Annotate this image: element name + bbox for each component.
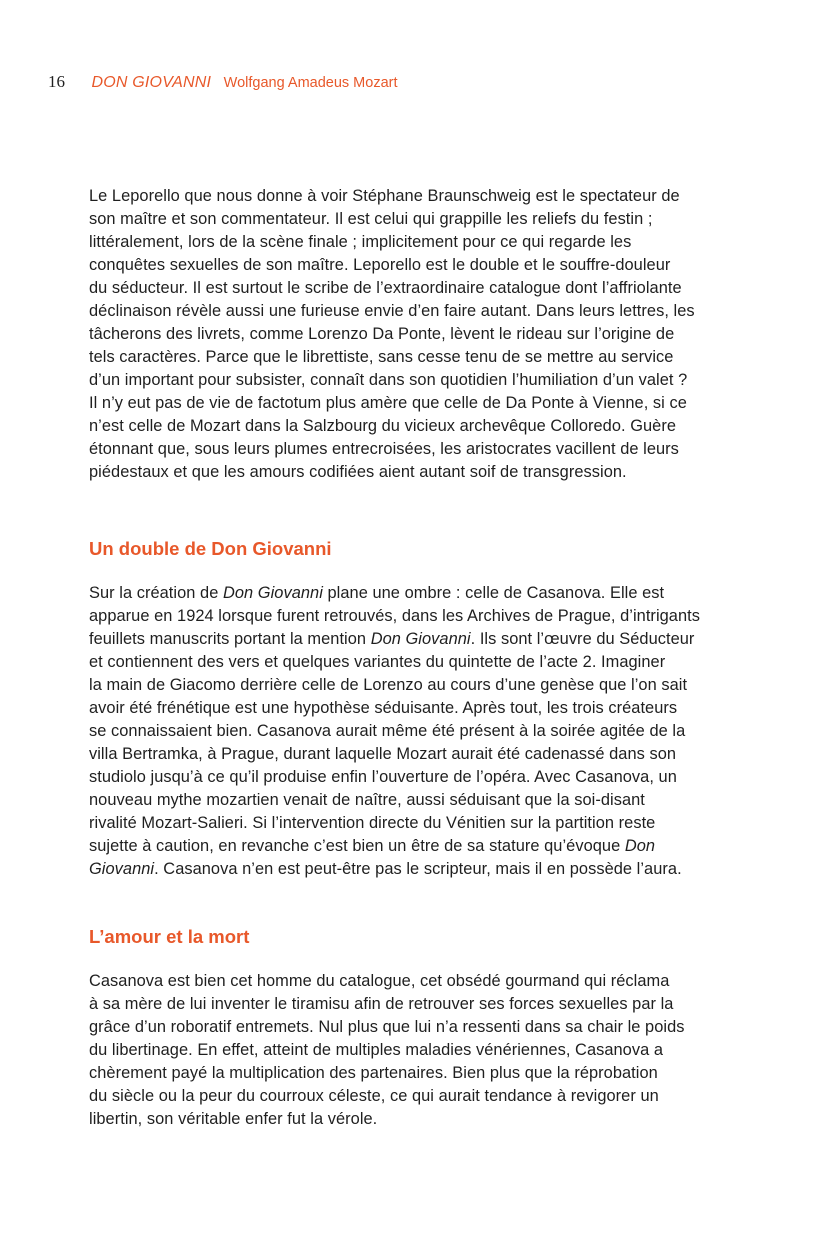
text-line: grâce d’un roboratif entremets. Nul plus que lui n’a ressenti dans sa chair le poids <box>89 1018 685 1036</box>
text-run: . Ils sont l’œuvre du Séducteur <box>470 630 695 648</box>
text-run: feuillets manuscrits portant la mention <box>89 630 371 648</box>
text-line: littéralement, lors de la scène finale ; implicitement pour ce qui regarde les <box>89 233 632 251</box>
section-paragraph-double <box>89 582 741 881</box>
text-line: villa Bertramka, à Prague, durant laquelle Mozart aurait été cadenassé dans son <box>89 745 677 763</box>
work-title: Don <box>624 837 656 855</box>
text-line: la main de Giacomo derrière celle de Lorenzo au cours d’une genèse que l’on sait <box>89 676 688 694</box>
text-line: n’est celle de Mozart dans la Salzbourg du vicieux archevêque Colloredo. Guère <box>89 417 677 435</box>
work-title: Don Giovanni <box>370 630 471 648</box>
text-line: Le Leporello que nous donne à voir Stéphane Braunschweig est le spectateur de <box>89 187 680 205</box>
text-line: nouveau mythe mozartien venait de naître, aussi séduisant que la soi-disant <box>89 791 645 809</box>
page-number: 16 <box>48 72 65 91</box>
text-line: se connaissaient bien. Casanova aurait même été présent à la soirée agitée de la <box>89 722 686 740</box>
section-heading-amour: L’amour et la mort <box>89 926 250 947</box>
text-line: libertin, son véritable enfer fut la vérole. <box>89 1110 378 1128</box>
text-line: du siècle ou la peur du courroux céleste, ce qui aurait tendance à revigorer un <box>89 1087 659 1105</box>
text-line <box>89 628 741 651</box>
text-line: rivalité Mozart-Salieri. Si l’intervention directe du Vénitien sur la partition reste <box>89 814 656 832</box>
text-run: sujette à caution, en revanche c’est bien un être de sa stature qu’évoque <box>89 837 625 855</box>
running-header <box>48 72 398 93</box>
text-line: studiolo jusqu’à ce qu’il produise enfin l’ouverture de l’opéra. Avec Casanova, un <box>89 768 677 786</box>
text-line: chèrement payé la multiplication des partenaires. Bien plus que la réprobation <box>89 1064 658 1082</box>
header-title: DON GIOVANNI <box>91 74 212 91</box>
intro-paragraph <box>89 185 741 484</box>
text-line <box>89 582 741 605</box>
header-author: Wolfgang Amadeus Mozart <box>223 75 398 91</box>
text-run: Sur la création de <box>89 584 223 602</box>
work-title: Giovanni <box>89 860 155 878</box>
text-line <box>89 858 741 881</box>
text-line: Il n’y eut pas de vie de factotum plus amère que celle de Da Ponte à Vienne, si ce <box>89 394 687 412</box>
section-heading-double: Un double de Don Giovanni <box>89 538 332 559</box>
text-line: déclinaison révèle aussi une furieuse envie d’en faire autant. Dans leurs lettres, les <box>89 302 695 320</box>
text-line: tâcherons des livrets, comme Lorenzo Da Ponte, lèvent le rideau sur l’origine de <box>89 325 675 343</box>
text-line: d’un important pour subsister, connaît dans son quotidien l’humiliation d’un valet ? <box>89 371 688 389</box>
work-title: Don Giovanni <box>222 584 323 602</box>
text-run: plane une ombre : celle de Casanova. Elle est <box>322 584 665 602</box>
text-line: apparue en 1924 lorsque furent retrouvés, dans les Archives de Prague, d’intrigants <box>89 607 700 625</box>
text-line: étonnant que, sous leurs plumes entrecroisées, les aristocrates vacillent de leurs <box>89 440 679 458</box>
text-line: du libertinage. En effet, atteint de multiples maladies vénériennes, Casanova a <box>89 1041 664 1059</box>
section-paragraph-amour <box>89 970 741 1131</box>
text-line: son maître et son commentateur. Il est celui qui grappille les reliefs du festin ; <box>89 210 653 228</box>
text-run: . Casanova n’en est peut-être pas le scripteur, mais il en possède l’aura. <box>154 860 682 878</box>
text-line: du séducteur. Il est surtout le scribe de l’extraordinaire catalogue dont l’affriolante <box>89 279 682 297</box>
text-line: piédestaux et que les amours codifiées aient autant soif de transgression. <box>89 463 627 481</box>
article-body <box>89 185 741 1131</box>
text-line: avoir été frénétique est une hypothèse séduisante. Après tout, les trois créateurs <box>89 699 678 717</box>
text-line: et contiennent des vers et quelques variantes du quintette de l’acte 2. Imaginer <box>89 653 666 671</box>
text-line: conquêtes sexuelles de son maître. Leporello est le double et le souffre-douleur <box>89 256 671 274</box>
text-line: à sa mère de lui inventer le tiramisu afin de retrouver ses forces sexuelles par la <box>89 995 674 1013</box>
text-line <box>89 835 741 858</box>
text-line: tels caractères. Parce que le librettiste, sans cesse tenu de se mettre au service <box>89 348 674 366</box>
text-line: Casanova est bien cet homme du catalogue, cet obsédé gourmand qui réclama <box>89 972 670 990</box>
